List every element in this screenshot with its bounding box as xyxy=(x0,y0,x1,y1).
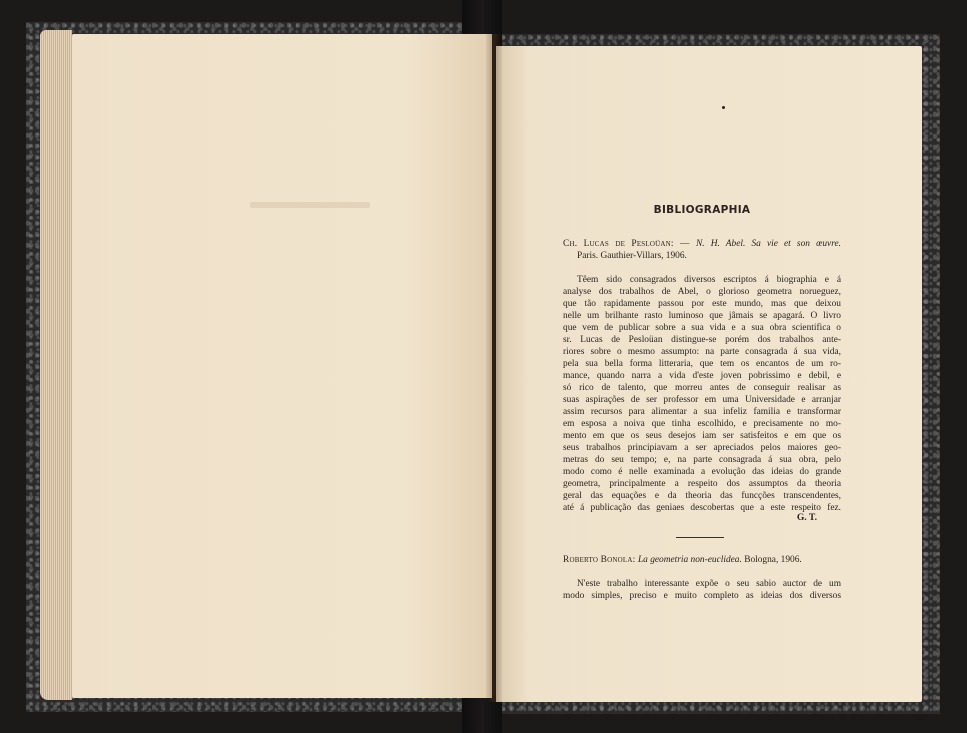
entry1-line: metras do seu tempo; e, na parte consagrada á sua obra, pelo xyxy=(563,455,841,465)
entry1-line: pela sua bella forma litteraria, que tem os encantos de um ro- xyxy=(563,359,841,369)
entry2-author: Roberto Bonola: xyxy=(563,555,638,565)
left-page-blank xyxy=(72,34,492,698)
entry1-line: Têem sido consagrados diversos escriptos á biographia e á xyxy=(577,275,841,285)
gutter-shadow xyxy=(486,34,502,702)
entry1-signature: G. T. xyxy=(796,512,817,523)
entry1-title: N. H. Abel. Sa vie et son œuvre. xyxy=(695,239,841,249)
entry2-line: modo simples, preciso e muito completo as ideias dos diversos xyxy=(563,591,841,601)
entry1-citation-line1 xyxy=(563,238,841,250)
bleed-through-mark xyxy=(250,202,370,208)
entry1-line: geral das equações e da theoria das funcções transcendentes, xyxy=(563,491,841,501)
entry1-line: sr. Lucas de Pesloüan distingue-se porém dos trabalhos ante- xyxy=(563,335,841,345)
entry1-line: geometra, principalmente a respeito dos assumptos da theoria xyxy=(563,479,841,489)
entry2-publication: Bologna, 1906. xyxy=(741,555,802,565)
entry1-line: analyse dos trabalhos de Abel, o glorioso geometra norueguez, xyxy=(563,287,841,297)
entry1-line: mance, quando narra a vida d'este joven pobrissimo e debil, e xyxy=(563,371,841,381)
entry1-citation-line2: Paris. Gauthier-Villars, 1906. xyxy=(577,251,687,261)
entry1-line: em esposa a noiva que tinha escolhido, e precisamente no mo- xyxy=(563,419,841,429)
entry1-line: modo como é nelle examinada a evolução das ideias do grande xyxy=(563,467,841,477)
entry1-line: que vem de publicar sobre a sua vida e a sua obra scientifica o xyxy=(563,323,841,333)
entry2-line: N'este trabalho interessante expõe o seu sabio auctor de um xyxy=(577,579,841,589)
entry1-line: seus trabalhos principiavam a ser apreciados pelos maiores geo- xyxy=(563,443,841,453)
entry1-line: só rico de talento, que morreu antes de conseguir realisar as xyxy=(563,383,841,393)
entry1-line: mento em que os seus desejos iam ser satisfeitos e em que os xyxy=(563,431,841,441)
entry2-title: La geometria non-euclidea. xyxy=(637,555,742,565)
entry1-author: Ch. Lucas de Pesloüan: — xyxy=(563,239,696,249)
entry1-line: assim recursos para alimentar a sua infeliz familia e transformar xyxy=(563,407,841,417)
section-heading: BIBLIOGRAPHIA xyxy=(653,204,751,216)
entry2-citation xyxy=(563,554,841,566)
entry1-line: que tão rapidamente passou por este mundo, mas que deixou xyxy=(563,299,841,309)
section-divider xyxy=(676,537,724,538)
page-block-edges xyxy=(40,30,72,700)
entry1-line: suas aspirações de ser professor em uma Universidade e arranjar xyxy=(563,395,841,405)
print-speck xyxy=(722,106,725,109)
entry1-line: nelle um brilhante rasto luminoso que jâmais se apagará. O livro xyxy=(563,311,841,321)
entry1-line: riores sobre o mesmo assumpto: na parte consagrada á sua vida, xyxy=(563,347,841,357)
entry1-line: até á publicação das geniaes descobertas que a este respeito fez. xyxy=(563,503,841,513)
